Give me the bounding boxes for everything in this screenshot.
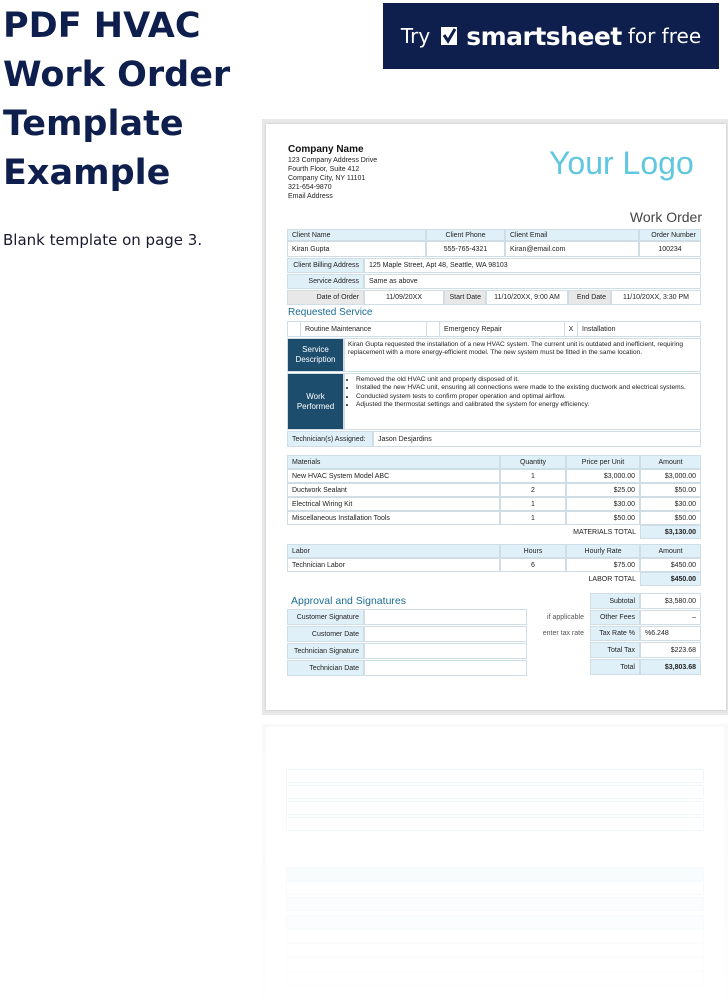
material-qty: 2 <box>500 483 566 497</box>
customer-signature-label: Customer Signature <box>287 609 364 625</box>
other-fees-value[interactable]: – <box>640 610 701 625</box>
client-name-value: Kiran Gupta <box>287 241 426 257</box>
customer-signature-field[interactable] <box>364 609 527 625</box>
client-phone-value: 555-765-4321 <box>426 241 505 257</box>
page-subtitle: Blank template on page 3. <box>3 231 203 249</box>
labor-item: Technician Labor <box>287 558 500 572</box>
technician-date-label: Technician Date <box>287 660 364 676</box>
material-amount: $50.00 <box>640 483 701 497</box>
technician-signature-field[interactable] <box>364 643 527 659</box>
requested-service-title: Requested Service <box>288 307 373 318</box>
material-price: $30.00 <box>566 497 640 511</box>
start-date-value: 11/10/20XX, 9:00 AM <box>486 290 568 305</box>
price-per-unit-header: Price per Unit <box>566 455 640 469</box>
material-item: Electrical Wiring Kit <box>287 497 500 511</box>
technician-date-field[interactable] <box>364 660 527 676</box>
routine-maintenance-checkbox[interactable] <box>287 321 301 337</box>
order-number-header: Order Number <box>639 229 701 241</box>
company-address-line: Fourth Floor, Suite 412 <box>288 166 360 173</box>
client-email-header: Client Email <box>505 229 639 241</box>
page-title: PDF HVAC Work Order Template Example <box>3 6 231 193</box>
material-price: $3,000.00 <box>566 469 640 483</box>
routine-maintenance-label: Routine Maintenance <box>305 325 372 333</box>
client-email-value: Kiran@email.com <box>505 241 639 257</box>
material-price: $50.00 <box>566 511 640 525</box>
work-order-title: Work Order <box>629 209 702 225</box>
company-phone: 321-654-9870 <box>288 184 332 191</box>
labor-total-label: LABOR TOTAL <box>588 575 636 583</box>
other-fees-label: Other Fees <box>590 610 640 625</box>
amount-header: Amount <box>640 455 701 469</box>
material-amount: $3,000.00 <box>640 469 701 483</box>
work-performed-label: Work Performed <box>287 373 344 430</box>
work-item: • Removed the old HVAC unit and properly disposed of it. <box>356 376 698 384</box>
materials-total-value: $3,130.00 <box>640 525 701 539</box>
total-tax-value: $223.68 <box>640 642 701 658</box>
work-item: • Conducted system tests to confirm proper operation and optimal airflow. <box>356 393 698 401</box>
material-qty: 1 <box>500 511 566 525</box>
company-logo: Your Logo <box>549 145 694 181</box>
technician-assigned-value: Jason Desjardins <box>373 431 701 447</box>
billing-address-label: Client Billing Address <box>287 258 364 273</box>
tax-rate-value[interactable]: %6.248 <box>640 626 701 641</box>
smartsheet-cta-button[interactable] <box>383 3 719 69</box>
labor-amount: $450.00 <box>640 558 701 572</box>
company-address-line: 123 Company Address Drive <box>288 157 378 164</box>
company-address-line: Company City, NY 11101 <box>288 175 366 182</box>
labor-rate: $75.00 <box>566 558 640 572</box>
reflection-fade <box>262 724 728 998</box>
document-reflection <box>262 724 728 998</box>
material-price: $25.00 <box>566 483 640 497</box>
technician-signature-label: Technician Signature <box>287 643 364 659</box>
material-amount: $30.00 <box>640 497 701 511</box>
end-date-value: 11/10/20XX, 3:30 PM <box>611 290 701 305</box>
material-item: Ductwork Sealant <box>287 483 500 497</box>
material-qty: 1 <box>500 469 566 483</box>
smartsheet-check-icon <box>440 25 460 47</box>
cta-try-label: Try <box>400 24 431 48</box>
work-item: • Installed the new HVAC unit, ensuring all connections were made to the existing ductwork and electrical systems. <box>356 384 698 392</box>
order-number-value: 100234 <box>639 241 701 257</box>
labor-total-value: $450.00 <box>640 572 701 586</box>
service-description-text: Kiran Gupta requested the installation of a new HVAC system. The current unit is outdated and inefficient, requiring replacement with a more energy-efficient model. The new system must be fitted in the same location. <box>348 341 684 357</box>
service-address-value: Same as above <box>364 274 701 289</box>
client-phone-header: Client Phone <box>426 229 505 241</box>
installation-checkbox[interactable]: X <box>564 321 578 337</box>
emergency-repair-label: Emergency Repair <box>444 325 502 333</box>
total-tax-label: Total Tax <box>590 642 640 658</box>
other-fees-note: if applicable <box>547 613 584 621</box>
tax-rate-label: Tax Rate % <box>590 626 640 641</box>
labor-header: Labor <box>287 544 500 558</box>
labor-amount-header: Amount <box>640 544 701 558</box>
work-performed-list <box>348 376 698 410</box>
technician-assigned-label: Technician(s) Assigned: <box>287 431 373 447</box>
start-date-label: Start Date <box>444 290 486 305</box>
total-label: Total <box>590 659 640 675</box>
material-qty: 1 <box>500 497 566 511</box>
billing-address-value: 125 Maple Street, Apt 48, Seattle, WA 98103 <box>364 258 701 273</box>
quantity-header: Quantity <box>500 455 566 469</box>
service-description-label: Service Description <box>287 338 344 372</box>
materials-header: Materials <box>287 455 500 469</box>
material-item: New HVAC System Model ABC <box>287 469 500 483</box>
hours-header: Hours <box>500 544 566 558</box>
subtotal-value: $3,580.00 <box>640 593 701 609</box>
work-item: • Adjusted the thermostat settings and calibrated the system for energy efficiency. <box>356 401 698 409</box>
labor-hours: 6 <box>500 558 566 572</box>
customer-date-label: Customer Date <box>287 626 364 642</box>
material-amount: $50.00 <box>640 511 701 525</box>
approval-title: Approval and Signatures <box>291 595 406 607</box>
end-date-label: End Date <box>568 290 611 305</box>
total-value: $3,803.68 <box>640 659 701 675</box>
materials-total-label: MATERIALS TOTAL <box>573 528 636 536</box>
company-email: Email Address <box>288 193 333 200</box>
cta-free-label: for free <box>627 24 702 48</box>
service-address-label: Service Address <box>287 274 364 289</box>
client-name-header: Client Name <box>287 229 426 241</box>
work-order-document <box>266 124 726 710</box>
company-name: Company Name <box>288 144 364 155</box>
hourly-rate-header: Hourly Rate <box>566 544 640 558</box>
installation-label: Installation <box>582 325 616 333</box>
date-of-order-label: Date of Order <box>287 290 364 305</box>
customer-date-field[interactable] <box>364 626 527 642</box>
emergency-repair-checkbox[interactable] <box>426 321 440 337</box>
material-item: Miscellaneous Installation Tools <box>287 511 500 525</box>
tax-rate-note: enter tax rate <box>542 629 584 637</box>
date-of-order-value: 11/09/20XX <box>364 290 444 305</box>
cta-brand-label: smartsheet <box>466 21 622 51</box>
subtotal-label: Subtotal <box>590 593 640 609</box>
